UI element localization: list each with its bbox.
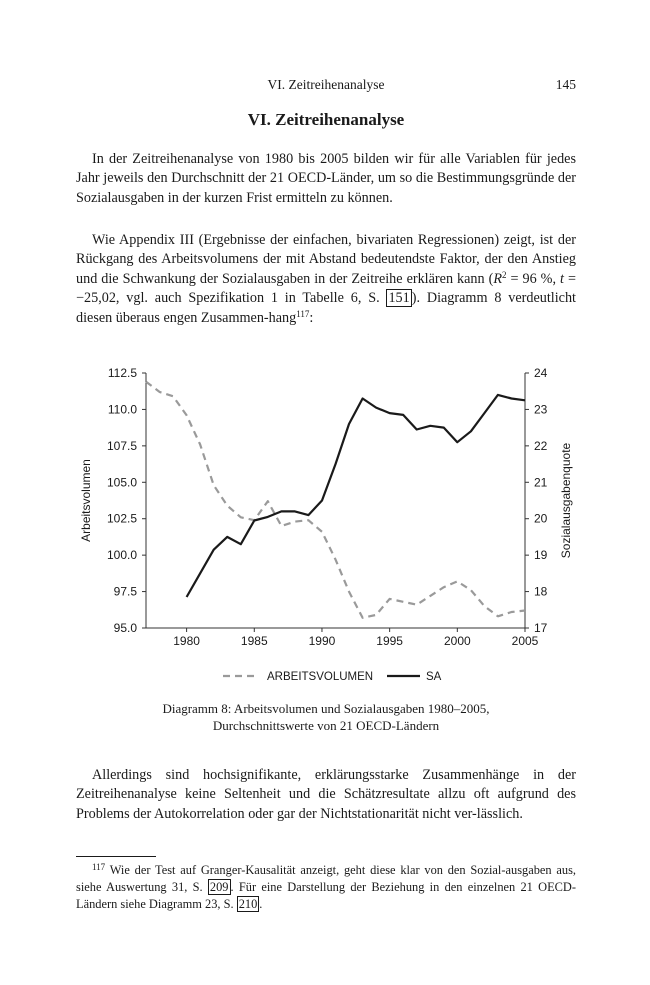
x-axis-tick-label: 1995 (376, 634, 403, 648)
legend-label-sa: SA (426, 671, 442, 683)
footnote (76, 862, 576, 913)
running-head-title: VI. Zeitreihenanalyse (267, 77, 385, 92)
sa-series-line (187, 395, 525, 597)
footnote-text: . (259, 897, 263, 911)
right-axis-tick-label: 18 (534, 584, 548, 599)
caption-line: Durchschnittswerte von 21 OECD-Ländern (212, 718, 440, 733)
left-axis-tick-label: 110.0 (107, 402, 137, 417)
line-chart (70, 360, 590, 700)
chart-axes (79, 366, 573, 648)
right-axis-tick-label: 22 (534, 438, 548, 453)
paragraph-text: = 96 %, (506, 270, 561, 287)
page-number: 145 (555, 77, 576, 92)
right-axis-tick-label: 21 (534, 475, 548, 490)
right-axis-title: Sozialausgabenquote (559, 442, 573, 559)
paragraph-text: : (309, 309, 314, 326)
footnote-divider (76, 856, 156, 857)
left-axis-tick-label: 107.5 (106, 438, 137, 453)
section-heading: VI. Zeitreihenanalyse (247, 110, 405, 129)
page-reference-link[interactable]: 209 (209, 880, 229, 894)
x-axis-tick-label: 2005 (511, 634, 539, 648)
x-axis-tick-label: 1985 (240, 634, 268, 648)
right-axis-tick-label: 24 (534, 366, 548, 380)
r-squared-exponent: 2 (502, 269, 507, 280)
x-axis-tick-label: 1990 (308, 634, 336, 648)
page-reference-link[interactable]: 151 (388, 290, 410, 307)
paragraph-regression (76, 231, 576, 328)
left-axis-tick-label: 97.5 (113, 584, 137, 599)
page-reference-link[interactable]: 210 (238, 897, 258, 911)
chart-series (146, 382, 525, 618)
legend-label-arbeitsvolumen: ARBEITSVOLUMEN (267, 671, 374, 683)
right-axis-tick-label: 23 (534, 402, 548, 417)
t-symbol: t (560, 270, 564, 287)
footnote-number: 117 (92, 862, 106, 872)
left-axis-tick-label: 100.0 (106, 548, 137, 563)
arbeitsvolumen-series-line (146, 382, 525, 618)
left-axis-tick-label: 95.0 (113, 621, 137, 635)
left-axis-tick-label: 105.0 (106, 475, 137, 490)
r-squared-symbol: R (493, 270, 502, 287)
x-axis-tick-label: 2000 (443, 634, 471, 648)
footnote-text: Wie der Test auf Granger-Kausalität anzeigt, geht diese klar von den Sozial-ausgaben aus, siehe Auswertung 31, S. (76, 863, 576, 894)
caption-line: Diagramm 8: Arbeitsvolumen und Sozialausgaben 1980–2005, (162, 701, 490, 716)
paragraph-caveat: Allerdings sind hochsignifikante, erklärungsstarke Zusammenhänge in der Zeitreihenanalyse keine Seltenheit und die Schätzresultate allzu oft aufgrund des Problems der Autokorrelation oder gar der Nichtstationarität nicht ver-lässlich. (76, 767, 576, 822)
footnote-reference[interactable]: 117 (296, 308, 310, 319)
left-axis-tick-label: 102.5 (106, 511, 137, 526)
left-axis-title: Arbeitsvolumen (79, 459, 93, 542)
paragraph-intro: In der Zeitreihenanalyse von 1980 bis 2005 bilden wir für alle Variablen für jedes Jahr jeweils den Durchschnitt der 21 OECD-Länder, um so die Bestimmungsgründe der Sozialausgaben in der kurzen Frist ermitteln zu können. (76, 151, 576, 206)
running-head (76, 77, 576, 95)
chart-container (70, 360, 590, 700)
figure-caption (76, 700, 576, 734)
paragraph-text: = −25,02, vgl. auch Spezifikation 1 in Tabelle 6, S. (76, 270, 576, 307)
right-axis-tick-label: 19 (534, 548, 548, 563)
left-axis-tick-label: 112.5 (107, 366, 137, 380)
footnote-text: . Für eine Darstellung der Beziehung in den einzelnen 21 OECD-Ländern siehe Diagramm 23, S. (76, 880, 576, 911)
right-axis-tick-label: 17 (534, 621, 548, 635)
right-axis-tick-label: 20 (534, 511, 548, 526)
x-axis-tick-label: 1980 (173, 634, 200, 648)
paragraph-text: Wie Appendix III (Ergebnisse der einfachen, bivariaten Regressionen) zeigt, ist der Rückgang des Arbeitsvolumens der mit Abstand bedeutendste Faktor, der den Anstieg und die Schwankung der Sozialausgaben in der Zeitreihe erklären kann ( (76, 232, 576, 287)
paragraph-text: ). Diagramm 8 verdeutlicht diesen überaus engen Zusammen-hang (76, 290, 576, 326)
chart-legend (223, 671, 442, 683)
